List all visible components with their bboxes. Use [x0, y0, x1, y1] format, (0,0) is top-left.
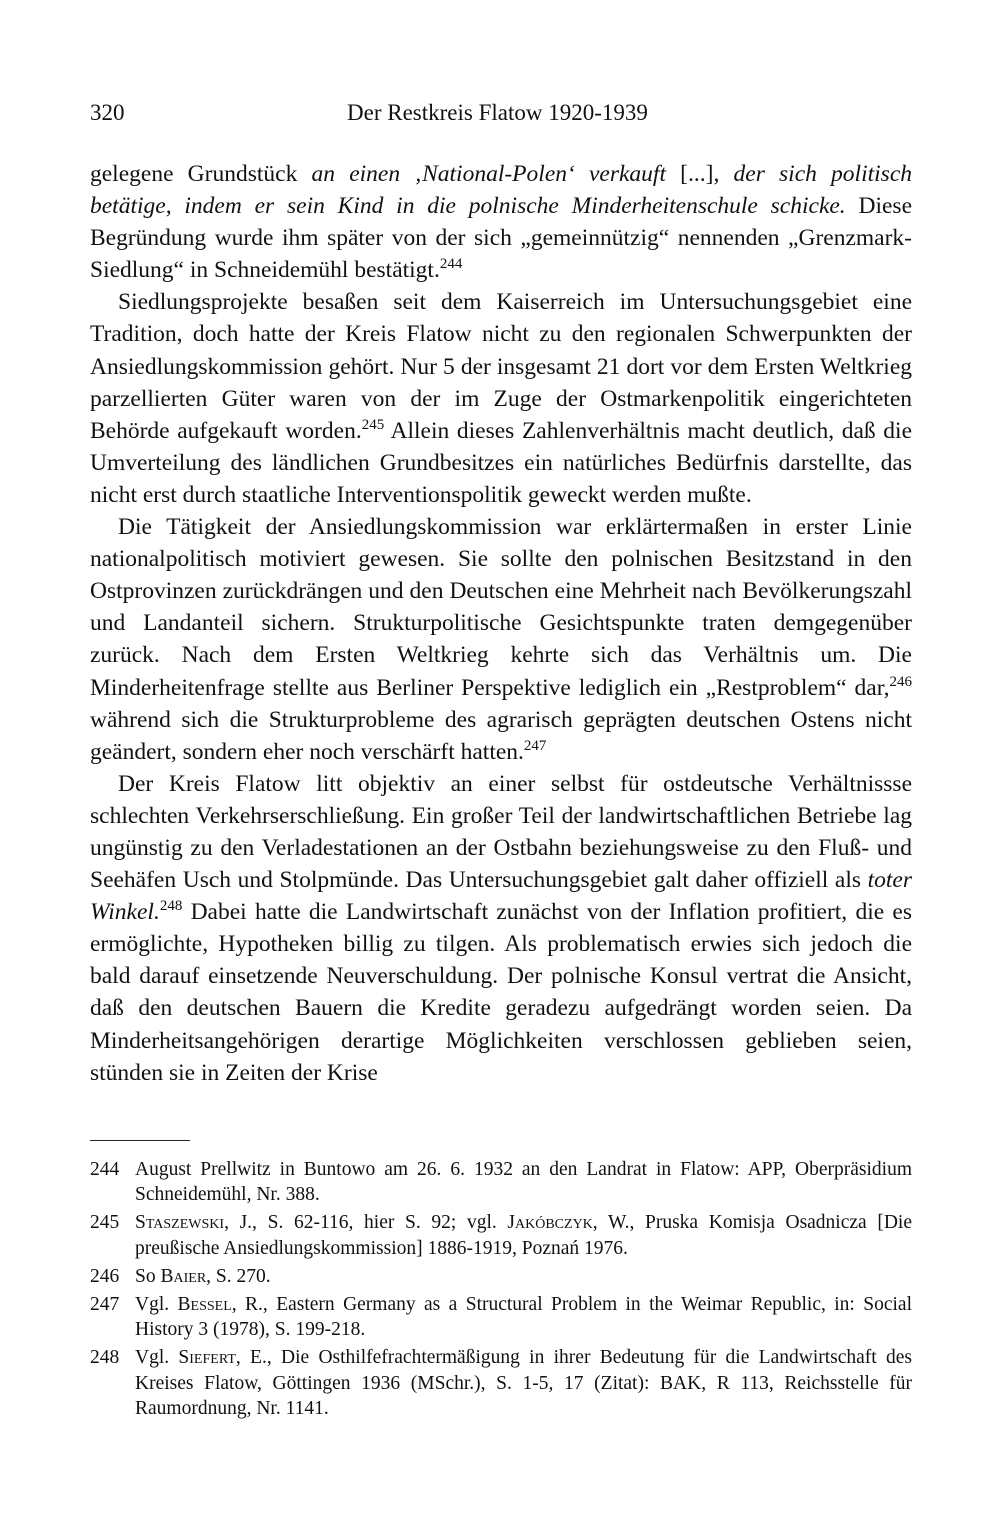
- author-name: Jakóbczyk: [507, 1212, 593, 1234]
- footnote: [90, 1264, 912, 1289]
- footnote-text: [135, 1347, 912, 1418]
- paragraph: [90, 286, 912, 511]
- author-name: Bessel: [177, 1294, 232, 1316]
- text-run: , W., Pruska Komisja Osadnicza [Die preußische Ansiedlungskommission] 1886-1919, Poznań 1976.: [135, 1212, 912, 1259]
- italic-text: toter Winkel.: [90, 867, 912, 926]
- italic-text: der sich politisch betätige, indem er sein Kind in die polnische Minderheitenschule schicke.: [90, 161, 912, 220]
- footnote-number: 244: [90, 1159, 120, 1180]
- paragraph: [90, 158, 912, 286]
- text-run: , E., Die Osthilfefrachtermäßigung in ihrer Bedeutung für die Landwirtschaft des Kreises Flatow, Göttingen 1936 (MSchr.), S. 1-5, 17 (Zitat): BAK, R 113, Reichsstelle für Raumordnung, Nr. 1141.: [135, 1347, 913, 1419]
- running-title: Der Restkreis Flatow 1920-1939: [347, 100, 648, 125]
- text-run: während sich die Strukturprobleme des agrarisch geprägten deutschen Ostens nicht geändert, sondern eher noch verschärft hatten.: [90, 706, 912, 765]
- footnote-separator: [90, 1140, 190, 1141]
- footnote-number: 246: [90, 1265, 120, 1287]
- text-run: Die Tätigkeit der Ansiedlungskommission war erklärtermaßen in erster Linie nationalpolitisch motiviert gewesen. Sie sollte den polnischen Besitzstand in den Ostprovinzen zurückdrängen und den Deutschen eine Mehrheit nach Bevölkerungszahl und Landanteil sichern. Strukturpolitische Gesichtspunkte traten demgegenüber zurück. Nach dem Ersten Weltkrieg kehrte sich das Verhältnis um. Die Minderheitenfrage stellte aus Berliner Perspektive lediglich ein „Restproblem“ dar,: [90, 514, 912, 701]
- text-run: gelegene Grundstück: [90, 161, 312, 187]
- footnote-ref: 248: [159, 898, 183, 915]
- text-run: , R., Eastern Germany as a Structural Problem in the Weimar Republic, in: Social History 3 (1978), S. 199-218.: [135, 1294, 912, 1341]
- footnote-text: [135, 1212, 912, 1258]
- text-run: August Prellwitz in Buntowo am 26. 6. 1932 an den Landrat in Flatow: APP, Oberpräsidium Schneidemühl, Nr. 388.: [135, 1159, 912, 1206]
- footnote-ref: 245: [361, 416, 385, 433]
- text-run: So: [135, 1265, 161, 1287]
- page-number: 320: [90, 100, 125, 125]
- text-run: [...],: [666, 161, 734, 187]
- italic-text: an einen ‚National-Polen‘ verkauft: [311, 161, 666, 187]
- body-text: [90, 158, 912, 1089]
- text-run: Vgl.: [135, 1294, 178, 1316]
- footnotes: [90, 1157, 912, 1424]
- text-run: Dabei hatte die Landwirtschaft zunächst von der Inflation profitiert, die es ermöglichte, Hypotheken billig zu tilgen. Als problematisch erwies sich jedoch die bald darauf einsetzende Neuverschuldung. Der polnische Konsul vertrat die Ansicht, daß den deutschen Bauern die Kredite geradezu aufgedrängt worden seien. Da Minderheitsangehörigen derartige Möglichkeiten verschlossen geblieben seien, stünden sie in Zeiten der Krise: [90, 899, 912, 1086]
- text-run: Siedlungsprojekte besaßen seit dem Kaiserreich im Untersuchungsgebiet eine Tradition, doch hatte der Kreis Flatow nicht zu den regionalen Schwerpunkten der Ansiedlungskommission gehört. Nur 5 der insgesamt 21 dort vor dem Ersten Weltkrieg parzellierten Güter waren von der im Zuge der Ostmarkenpolitik eingerichteten Behörde aufgekauft worden.: [90, 289, 912, 444]
- text-run: Vgl.: [135, 1347, 179, 1369]
- footnote-ref: 246: [889, 673, 912, 690]
- author-name: Siefert: [178, 1347, 236, 1369]
- footnote-number: 248: [90, 1347, 120, 1369]
- footnote-text: [135, 1159, 912, 1205]
- footnote-ref: 244: [439, 256, 463, 273]
- text-run: , J., S. 62-116, hier S. 92; vgl.: [224, 1212, 508, 1234]
- footnote: [90, 1292, 912, 1342]
- text-run: Diese Begründung wurde ihm später von der sich „gemeinnützig“ nennenden „Grenzmark-Siedlung“ in Schneidemühl bestätigt.: [90, 193, 912, 284]
- footnote: [90, 1157, 912, 1207]
- footnote: [90, 1345, 912, 1421]
- author-name: Staszewski: [135, 1212, 225, 1234]
- footnote-text: [135, 1266, 271, 1287]
- footnote-number: 247: [90, 1294, 120, 1316]
- footnote-text: [135, 1294, 912, 1340]
- text-run: , S. 270.: [206, 1265, 271, 1287]
- text-run: Allein dieses Zahlenverhältnis macht deutlich, daß die Umverteilung des ländlichen Grundbesitzes ein natürliches Bedürfnis darstellte, das nicht erst durch staatliche Interventionspolitik geweckt werden mußte.: [90, 417, 913, 508]
- text-run: Der Kreis Flatow litt objektiv an einer selbst für ostdeutsche Verhältnissse schlechten Verkehrserschließung. Ein großer Teil der landwirtschaftlichen Betriebe lag ungünstig zu den Verladestationen an der Ostbahn beziehungsweise zu den Fluß- und Seehäfen Usch und Stolpmünde. Das Untersuchungsgebiet galt daher offiziell als: [90, 770, 912, 894]
- footnote-number: 245: [90, 1212, 120, 1234]
- footnote: [90, 1210, 912, 1260]
- paragraph: [90, 511, 912, 768]
- paragraph: [90, 768, 912, 1089]
- author-name: Baier: [160, 1265, 207, 1287]
- footnote-ref: 247: [523, 737, 547, 754]
